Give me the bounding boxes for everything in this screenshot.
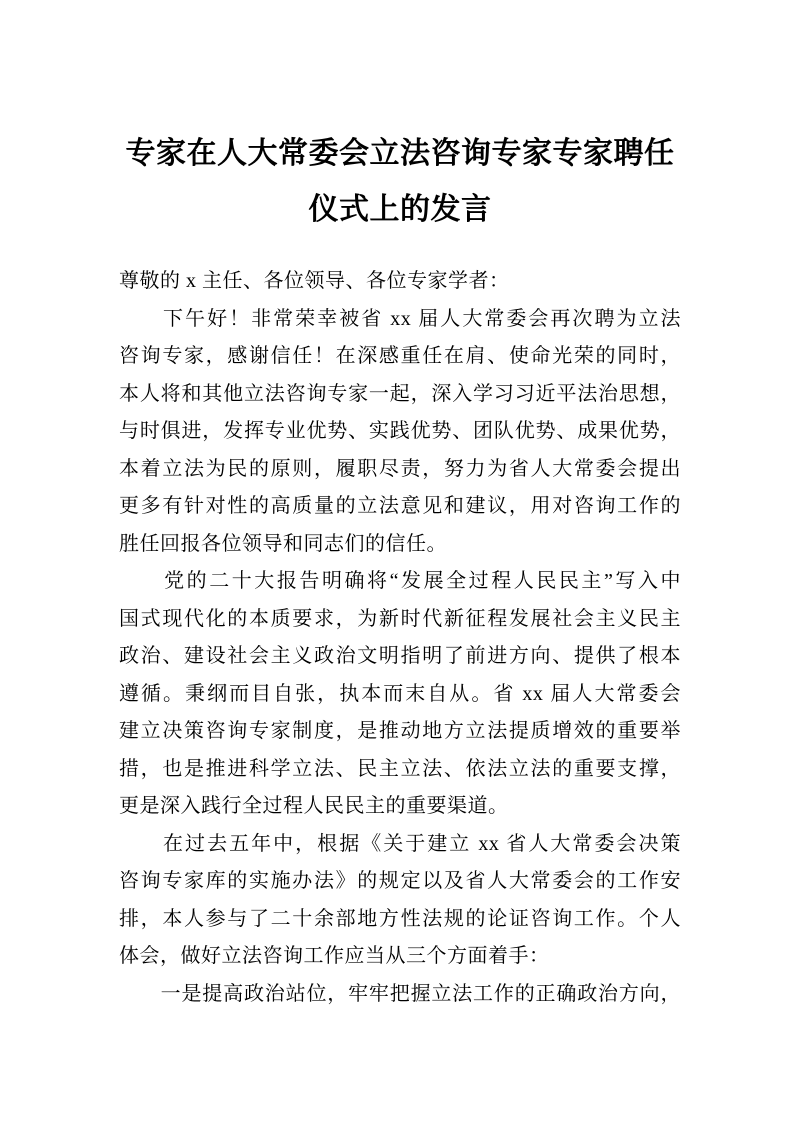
body-line: 与时俱进，发挥专业优势、实践优势、团队优势、成果优势， <box>119 420 681 442</box>
body-line: 咨询专家库的实施办法》的规定以及省人大常委会的工作安 <box>119 870 681 892</box>
body-line: 政治、建设社会主义政治文明指明了前进方向、提供了根本 <box>119 645 681 667</box>
body-line: 排，本人参与了二十余部地方性法规的论证咨询工作。个人 <box>119 907 681 930</box>
body-line: 下午好！非常荣幸被省 xx 届人大常委会再次聘为立法 <box>119 307 681 330</box>
body-line: 尊敬的 x 主任、各位领导、各位专家学者： <box>119 270 510 292</box>
body-line: 体会，做好立法咨询工作应当从三个方面着手： <box>119 945 550 967</box>
body-line: 胜任回报各位领导和同志们的信任。 <box>119 532 447 555</box>
body-line: 在过去五年中，根据《关于建立 xx 省人大常委会决策 <box>119 832 681 855</box>
document-title-line-2: 仪式上的发言 <box>308 193 492 226</box>
document-title-line-1: 专家在人大常委会立法咨询专家专家聘任 <box>125 137 675 170</box>
body-line: 咨询专家，感谢信任！在深感重任在肩、使命光荣的同时， <box>119 345 681 367</box>
body-line: 党的二十大报告明确将“发展全过程人民民主”写入中 <box>119 570 681 592</box>
body-line: 更多有针对性的高质量的立法意见和建议，用对咨询工作的 <box>119 495 681 517</box>
body-line: 本人将和其他立法咨询专家一起，深入学习习近平法治思想， <box>119 382 681 405</box>
document-body <box>119 263 681 1013</box>
body-line: 措，也是推进科学立法、民主立法、依法立法的重要支撑， <box>119 757 681 780</box>
body-line: 本着立法为民的原则，履职尽责，努力为省人大常委会提出 <box>119 457 681 480</box>
document-title <box>119 126 681 238</box>
body-line: 遵循。秉纲而目自张，执本而末自从。省 xx 届人大常委会 <box>119 682 681 705</box>
body-line: 建立决策咨询专家制度，是推动地方立法提质增效的重要举 <box>119 720 681 742</box>
body-line: 国式现代化的本质要求，为新时代新征程发展社会主义民主 <box>119 607 681 630</box>
body-line: 一是提高政治站位，牢牢把握立法工作的正确政治方向， <box>119 982 681 1005</box>
body-line: 更是深入践行全过程人民民主的重要渠道。 <box>119 795 509 817</box>
